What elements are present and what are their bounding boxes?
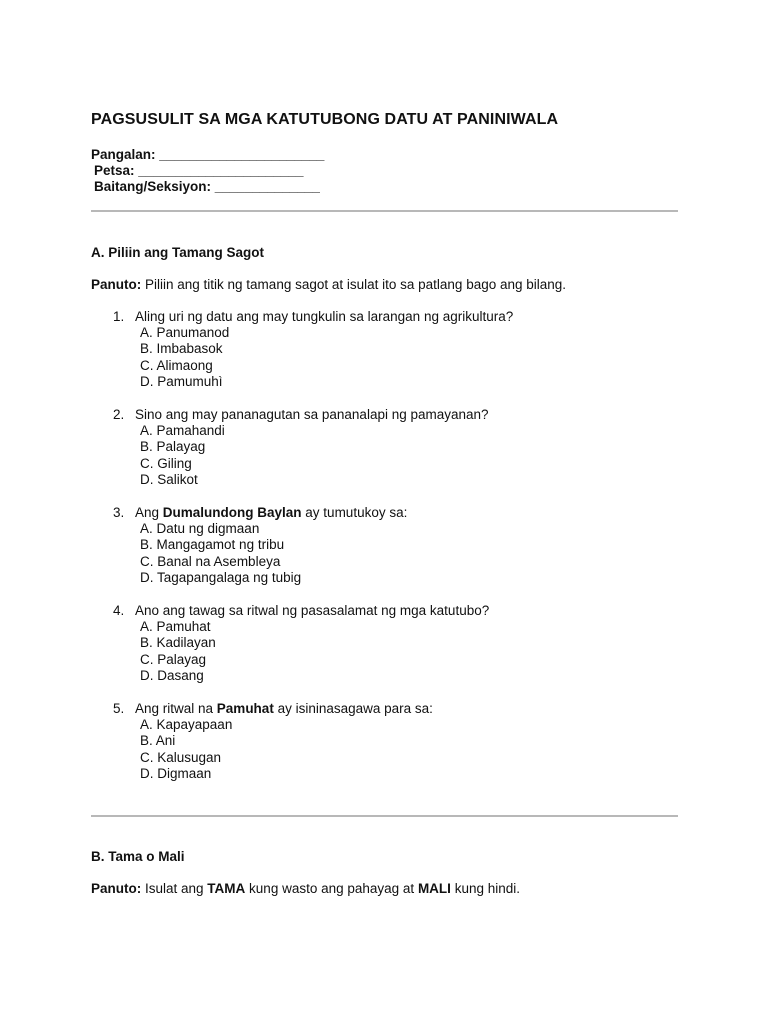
question-4 — [113, 603, 489, 618]
section-b-instruction — [91, 881, 520, 896]
question-number: 2. — [113, 407, 125, 422]
option-c: C. Kalusugan — [140, 749, 222, 765]
option-b: B. Palayag — [140, 439, 206, 455]
option-c: C. Giling — [140, 455, 192, 471]
question-text: Ano ang tawag sa ritwal ng pasasalamat ng mga katutubo? — [135, 603, 490, 618]
instruction-label: Panuto: — [91, 881, 142, 896]
instruction-label: Panuto: — [91, 277, 142, 292]
question-keyword: Dumalundong Baylan — [162, 505, 302, 520]
question-text-before: Ang ritwal na — [135, 701, 217, 716]
name-field: Pangalan: ______________________ — [91, 147, 325, 162]
question-5 — [113, 701, 433, 716]
question-5-options — [140, 717, 232, 783]
section-b-heading: B. Tama o Mali — [91, 849, 185, 864]
question-3-options — [140, 521, 301, 587]
question-2-options — [140, 423, 225, 489]
question-1-options — [140, 325, 229, 391]
option-b: B. Imbabasok — [140, 341, 223, 357]
option-a: A. Pamahandi — [140, 423, 225, 438]
option-c: C. Palayag — [140, 651, 207, 667]
option-d: D. Salikot — [140, 472, 198, 488]
instruction-text: Isulat ang — [141, 881, 208, 896]
option-b: B. Ani — [140, 733, 176, 749]
question-4-options — [140, 619, 216, 685]
section-a-instruction — [91, 277, 566, 292]
option-c: C. Alimaong — [140, 357, 213, 373]
option-a: A. Kapayapaan — [140, 717, 233, 732]
option-a: A. Pamuhat — [140, 619, 211, 634]
option-d: D. Digmaan — [140, 766, 212, 782]
instruction-text: Piliin ang titik ng tamang sagot at isulat ito sa patlang bago ang bilang. — [141, 277, 567, 292]
instruction-text: kung wasto ang pahayag at — [245, 881, 418, 896]
option-a: A. Panumanod — [140, 325, 230, 340]
option-d: D. Dasang — [140, 668, 204, 684]
question-text: Sino ang may pananagutan sa pananalapi ng pamayanan? — [135, 407, 489, 422]
keyword-tama: TAMA — [207, 881, 246, 896]
option-d: D. Pamumuhì — [140, 374, 223, 390]
option-b: B. Kadilayan — [140, 635, 216, 651]
question-number: 3. — [113, 505, 125, 520]
question-keyword: Pamuhat — [216, 701, 274, 716]
option-b: B. Mangagamot ng tribu — [140, 537, 285, 553]
date-field: Petsa: ______________________ — [94, 163, 304, 178]
question-text: Aling uri ng datu ang may tungkulin sa larangan ng agrikultura? — [135, 309, 514, 324]
question-3 — [113, 505, 407, 520]
question-number: 1. — [113, 309, 125, 324]
question-1 — [113, 309, 513, 324]
question-2 — [113, 407, 489, 422]
option-c: C. Banal na Asembleya — [140, 553, 281, 569]
divider — [91, 815, 678, 817]
question-number: 5. — [113, 701, 125, 716]
section-field: Baitang/Seksiyon: ______________ — [94, 179, 320, 194]
option-d: D. Tagapangalaga ng tubig — [140, 570, 302, 586]
keyword-mali: MALI — [417, 881, 451, 896]
question-text-before: Ang — [135, 505, 163, 520]
instruction-text: kung hindi. — [450, 881, 520, 896]
divider — [91, 210, 678, 212]
question-text-after: ay isininasagawa para sa: — [273, 701, 433, 716]
document-title: PAGSUSULIT SA MGA KATUTUBONG DATU AT PANINIWALA — [91, 111, 559, 128]
question-number: 4. — [113, 603, 125, 618]
section-a-heading: A. Piliin ang Tamang Sagot — [91, 245, 265, 260]
question-text-after: ay tumutukoy sa: — [301, 505, 408, 520]
option-a: A. Datu ng digmaan — [140, 521, 260, 536]
